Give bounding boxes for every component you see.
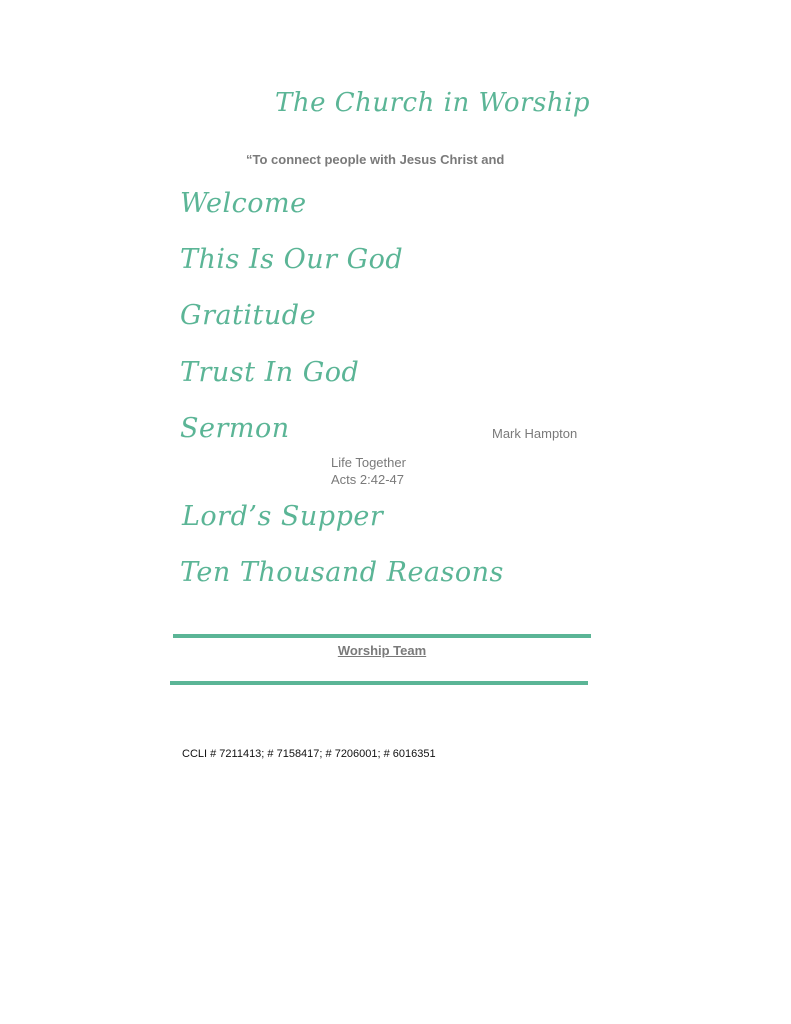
worship-item-song: Gratitude <box>180 300 317 331</box>
divider-top <box>173 634 591 638</box>
mission-statement: “To connect people with Jesus Christ and <box>246 152 505 167</box>
worship-item-lords-supper: Lord’s Supper <box>182 501 384 532</box>
worship-item-song: Ten Thousand Reasons <box>180 557 504 588</box>
worship-item-song: Trust In God <box>180 357 360 388</box>
sermon-title: Life Together <box>331 455 406 470</box>
sermon-preacher: Mark Hampton <box>492 426 578 441</box>
page-title: The Church in Worship <box>275 88 591 118</box>
worship-team-label: Worship Team <box>337 643 427 658</box>
worship-item-song: This Is Our God <box>180 244 404 275</box>
ccli-license-text: CCLI # 7211413; # 7158417; # 7206001; # 6016351 <box>182 748 436 760</box>
divider-bottom <box>170 681 588 685</box>
worship-item-sermon: Sermon <box>180 413 290 444</box>
sermon-scripture-reference: Acts 2:42-47 <box>331 472 404 487</box>
worship-item-welcome: Welcome <box>180 188 307 219</box>
